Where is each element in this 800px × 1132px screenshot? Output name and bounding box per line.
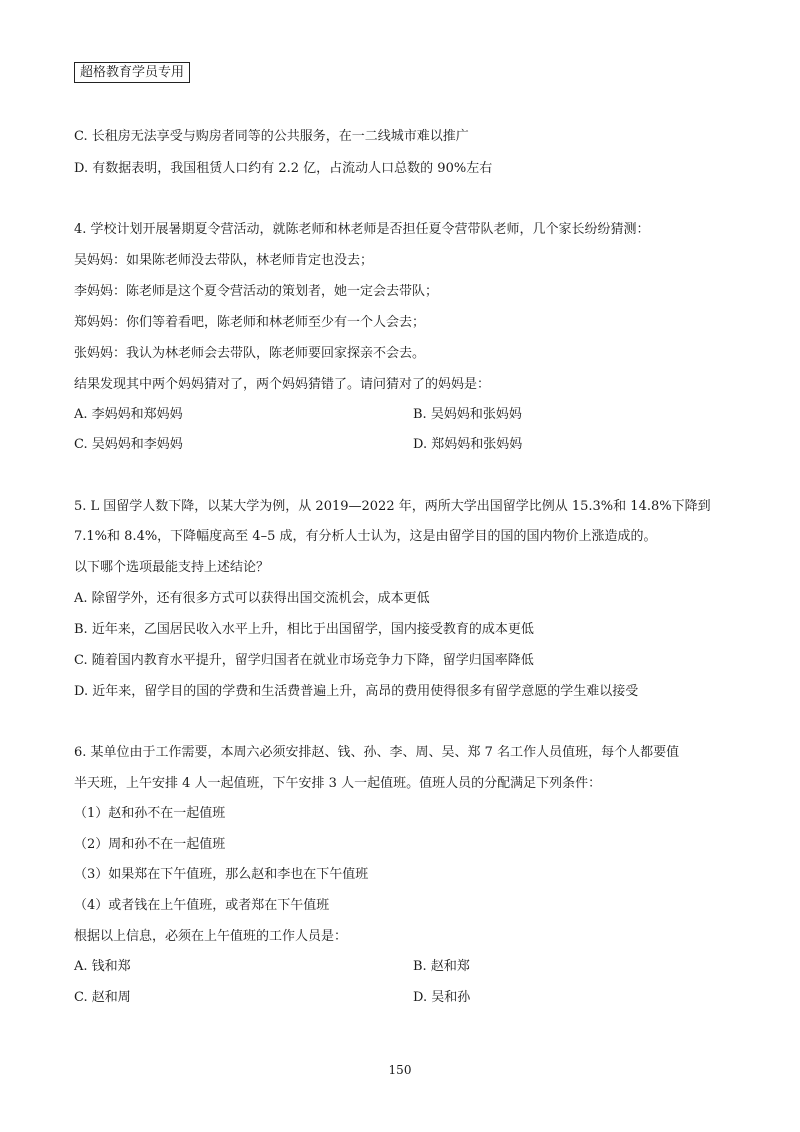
q6-question: 根据以上信息，必须在上午值班的工作人员是： [74,929,348,944]
q6-stem-line: 6. 某单位由于工作需要，本周六必须安排赵、钱、孙、李、周、吴、郑 7 名工作人员值班，每个人都要值 [74,745,680,760]
prev-option-d: D. 有数据表明，我国租赁人口约有 2.2 亿，占流动人口总数的 90%左右 [74,161,493,176]
q6-option-c: C. 赵和周 [74,990,131,1005]
q4-statement: 张妈妈：我认为林老师会去带队，陈老师要回家探亲不会去。 [74,346,426,361]
q4-question: 结果发现其中两个妈妈猜对了，两个妈妈猜错了。请问猜对了的妈妈是： [74,377,491,392]
q5-question: 以下哪个选项最能支持上述结论？ [74,560,270,575]
q5-stem-line: 7.1%和 8.4%，下降幅度高至 4–5 成，有分析人士认为，这是由留学目的国的国内物价上涨造成的。 [74,529,657,544]
q4-option-b: B. 吴妈妈和张妈妈 [413,407,522,422]
header-label: 超格教育学员专用 [74,62,190,83]
q5-option-b: B. 近年来，乙国居民收入水平上升，相比于出国留学，国内接受教育的成本更低 [74,622,534,637]
q6-condition: （1）赵和孙不在一起值班 [74,806,226,821]
q4-statement: 李妈妈：陈老师是这个夏令营活动的策划者，她一定会去带队； [74,284,439,299]
q6-option-b: B. 赵和郑 [413,959,470,974]
q4-statement: 吴妈妈：如果陈老师没去带队，林老师肯定也没去； [74,253,374,268]
q4-option-c: C. 吴妈妈和李妈妈 [74,437,183,452]
q4-option-d: D. 郑妈妈和张妈妈 [413,437,523,452]
q5-stem-line: 5. L 国留学人数下降，以某大学为例，从 2019—2022 年，两所大学出国留学比例从 15.3%和 14.8%下降到 [74,499,711,514]
q6-option-d: D. 吴和孙 [413,990,471,1005]
q4-option-a: A. 李妈妈和郑妈妈 [74,407,183,422]
q5-option-c: C. 随着国内教育水平提升，留学归国者在就业市场竞争力下降，留学归国率降低 [74,653,534,668]
q5-option-d: D. 近年来，留学目的国的学费和生活费普遍上升，高昂的费用使得很多有留学意愿的学生难以接受 [74,684,639,699]
q6-condition: （4）或者钱在上午值班，或者郑在下午值班 [74,898,330,913]
q6-condition: （3）如果郑在下午值班，那么赵和李也在下午值班 [74,867,369,882]
q5-option-a: A. 除留学外，还有很多方式可以获得出国交流机会，成本更低 [74,591,430,606]
q4-stem: 4. 学校计划开展暑期夏令营活动，就陈老师和林老师是否担任夏令营带队老师，几个家长纷纷猜测： [74,222,650,237]
q6-option-a: A. 钱和郑 [74,959,131,974]
q4-statement: 郑妈妈：你们等着看吧，陈老师和林老师至少有一个人会去； [74,315,426,330]
q6-condition: （2）周和孙不在一起值班 [74,837,226,852]
prev-option-c: C. 长租房无法享受与购房者同等的公共服务，在一二线城市难以推广 [74,129,469,144]
page-number: 150 [388,1063,412,1077]
q6-stem-line: 半天班，上午安排 4 人一起值班，下午安排 3 人一起值班。值班人员的分配满足下列条件： [74,776,602,791]
